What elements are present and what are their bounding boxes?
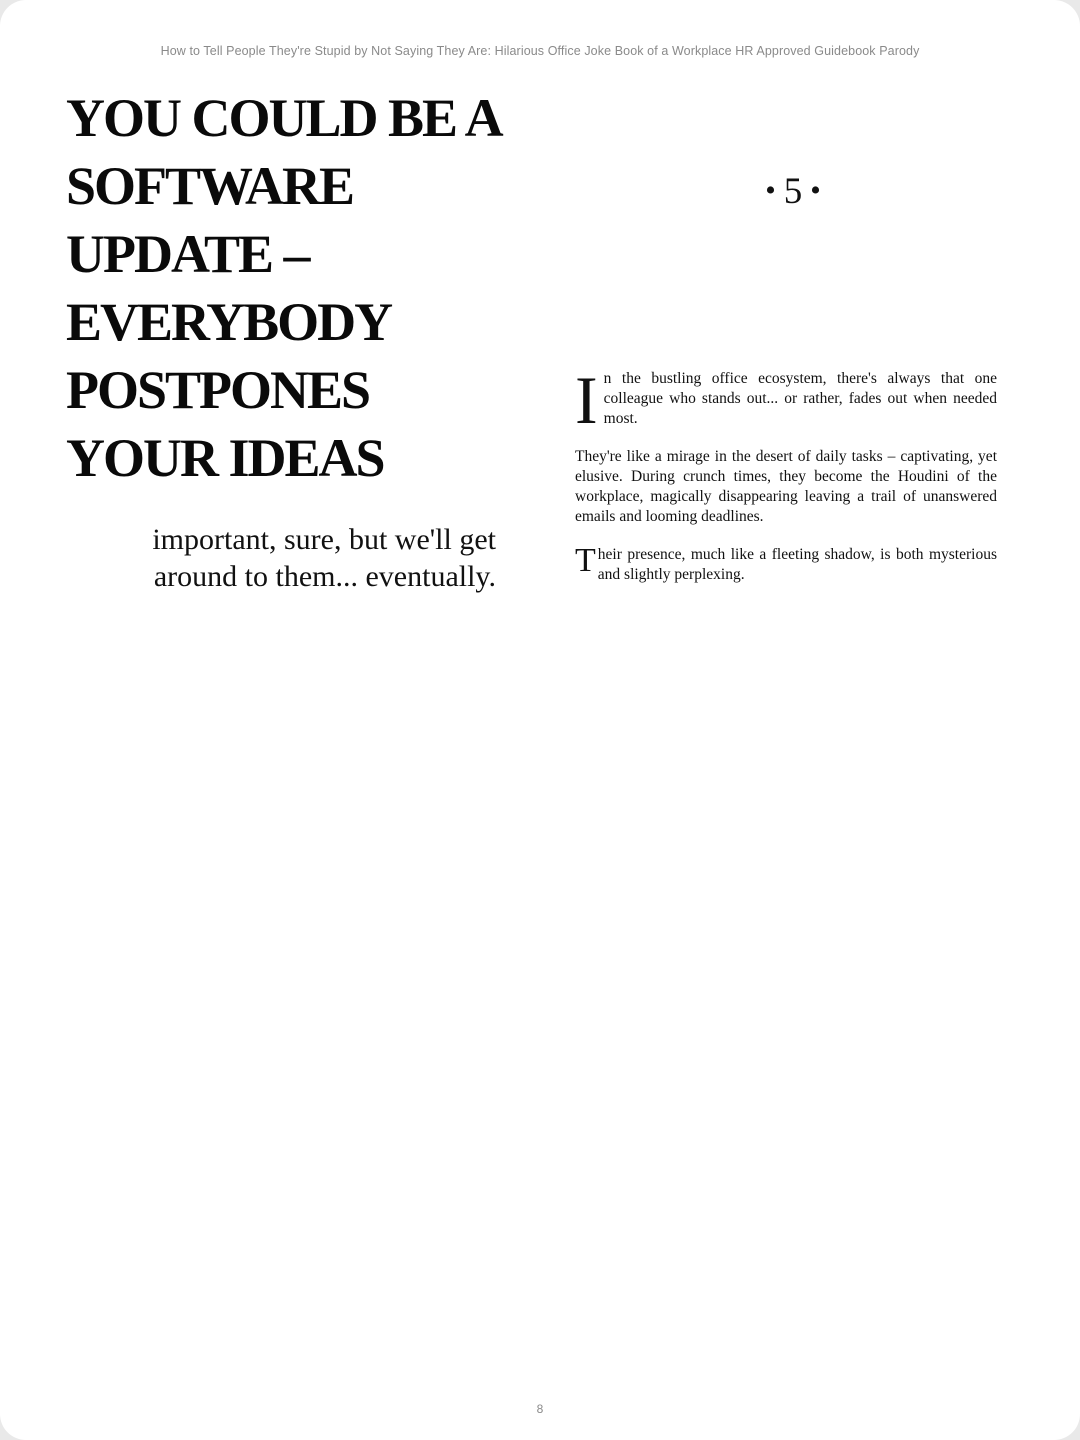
subtitle-line: around to them... eventually. — [153, 560, 496, 593]
bullet-dot-icon: • — [810, 174, 821, 207]
chapter-number-value: 5 — [783, 171, 803, 212]
bullet-dot-icon: • — [765, 174, 776, 207]
chapter-title-line: YOU COULD BE A — [66, 88, 502, 148]
paragraph-text: n the bustling office ecosystem, there's always that one colleague who stands out... or rather, fades out when needed most. — [603, 370, 997, 427]
chapter-title-line: UPDATE – — [66, 224, 309, 284]
chapter-body — [575, 362, 997, 603]
chapter-subtitle — [96, 521, 496, 595]
page-number: 8 — [536, 1402, 544, 1416]
drop-cap: T — [575, 542, 596, 579]
subtitle-line: important, sure, but we'll get — [152, 523, 496, 556]
body-paragraph: They're like a mirage in the desert of daily tasks – captivating, yet elusive. During crunch times, they become the Houdini of the workplace, magically disappearing leaving a trail of unanswered emails and looming deadlines. — [575, 448, 997, 525]
chapter-title-line: POSTPONES — [66, 360, 370, 420]
chapter-title-line: EVERYBODY — [66, 292, 392, 352]
body-paragraph — [575, 542, 997, 585]
chapter-title-line: YOUR IDEAS — [66, 428, 384, 488]
body-paragraph — [575, 362, 997, 438]
chapter-title — [66, 84, 536, 492]
chapter-number — [575, 170, 1011, 213]
chapter-title-line: SOFTWARE — [66, 156, 354, 216]
paragraph-text: heir presence, much like a fleeting shadow, is both mysterious and slightly perplexing. — [597, 546, 997, 583]
running-header-book-title: How to Tell People They're Stupid by Not Saying They Are: Hilarious Office Joke Book of a Workplace HR Approved Guidebook Parody — [160, 44, 920, 58]
drop-cap: I — [575, 362, 598, 438]
